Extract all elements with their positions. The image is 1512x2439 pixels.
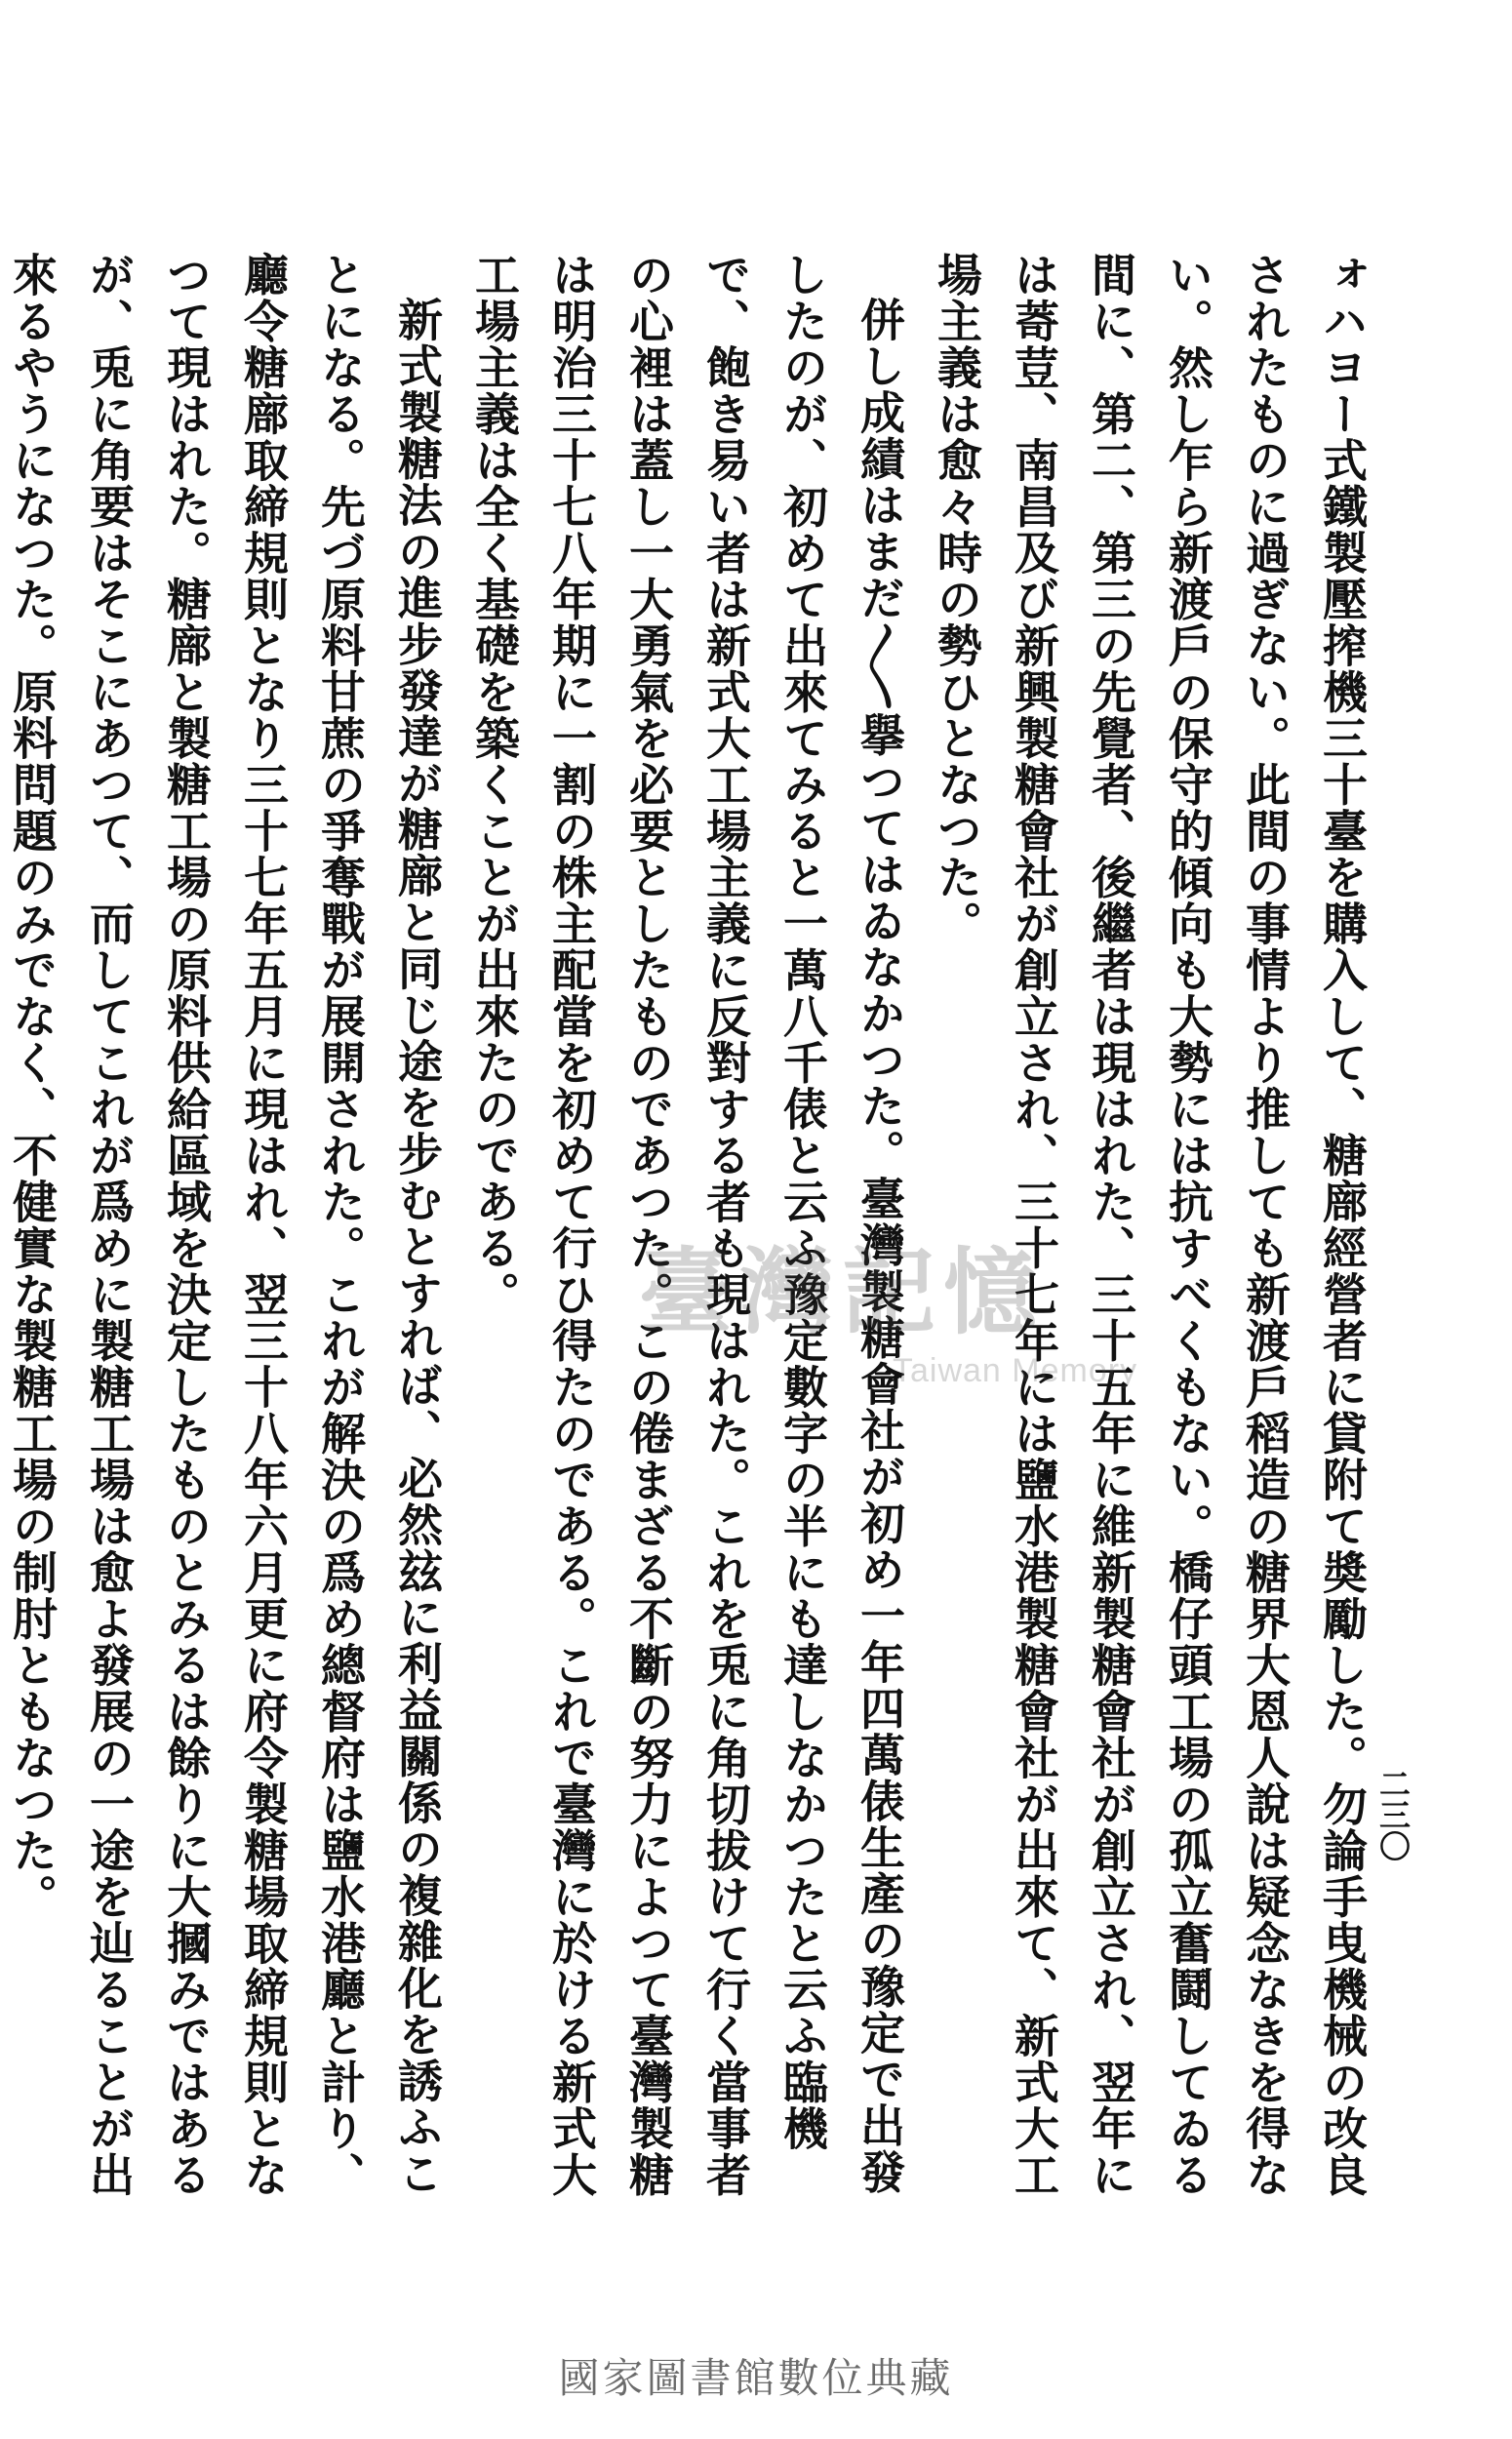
page-number: 二三〇	[1374, 1768, 1412, 1861]
paragraph-3: 新式製糖法の進步發達が糖廍と同じ途を步むとすれば、必然玆に利益關係の複雜化を誘ふことになる。先づ原料甘蔗の爭奪戰が展開された。これが解決の爲め總督府は鹽水港廳と計り、廳令糖廍取締規則となり三十七年五月に現はれ、翌三十八年六月更に府令製糖場取締規則となつて現はれた。糖廍と製糖工場の原料供給區域を決定したものとみるは餘りに大摑みではあるが、兎に角要はそこにあつて、而してこれが爲めに製糖工場は愈よ發展の一途を辿ることが出來るやうになつた。原料問題のみでなく、不健實な製糖工場の制肘ともなつた。	[6, 252, 444, 2198]
paragraph-1: ォハヨー式鐵製壓搾機三十臺を購入して、糖廍經營者に貸附て奬勵した。勿論手曳機械の改良されたものに過ぎない。此間の事情より推しても新渡戶稻造の糖界大恩人說は疑念なきを得ない。然し乍ら新渡戶の保守的傾向も大勢には抗すべくもない。橋仔頭工場の孤立奮鬪してゐる間に、第二、第三の先覺者、後繼者は現はれた、三十五年に維新製糖會社が創立され、翌年には䓫荳、南昌及び新興製糖會社が創立され、三十七年には鹽水港製糖會社が出來て、新式大工場主義は愈々時の勢ひとなつた。	[931, 252, 1369, 2198]
watermark-subtitle: Taiwan Memory	[893, 1352, 1138, 1389]
watermark-title: 臺灣記憶	[639, 1237, 1045, 1347]
footer-collection-label: 國家圖書館數位典藏	[558, 2354, 954, 2402]
body-text	[6, 252, 1380, 2203]
paragraph-2: 併し成績はまだ〱擧つてはゐなかつた。臺灣製糖會社が初め一年四萬俵生產の豫定で出發したのが、初めて出來てみると一萬八千俵と云ふ豫定數字の半にも達しなかつたと云ふ臨機で、飽き易い者は新式大工場主義に反對する者も現はれた。これを兎に角切拔けて行く當事者の心裡は蓋し一大勇氣を必要としたものであつた。この倦まざる不斷の努力によつて臺灣製糖は明治三十七八年期に一割の株主配當を初めて行ひ得たのである。これで臺灣に於ける新式大工場主義は全く基礎を築くことが出來たのである。	[468, 252, 906, 2198]
